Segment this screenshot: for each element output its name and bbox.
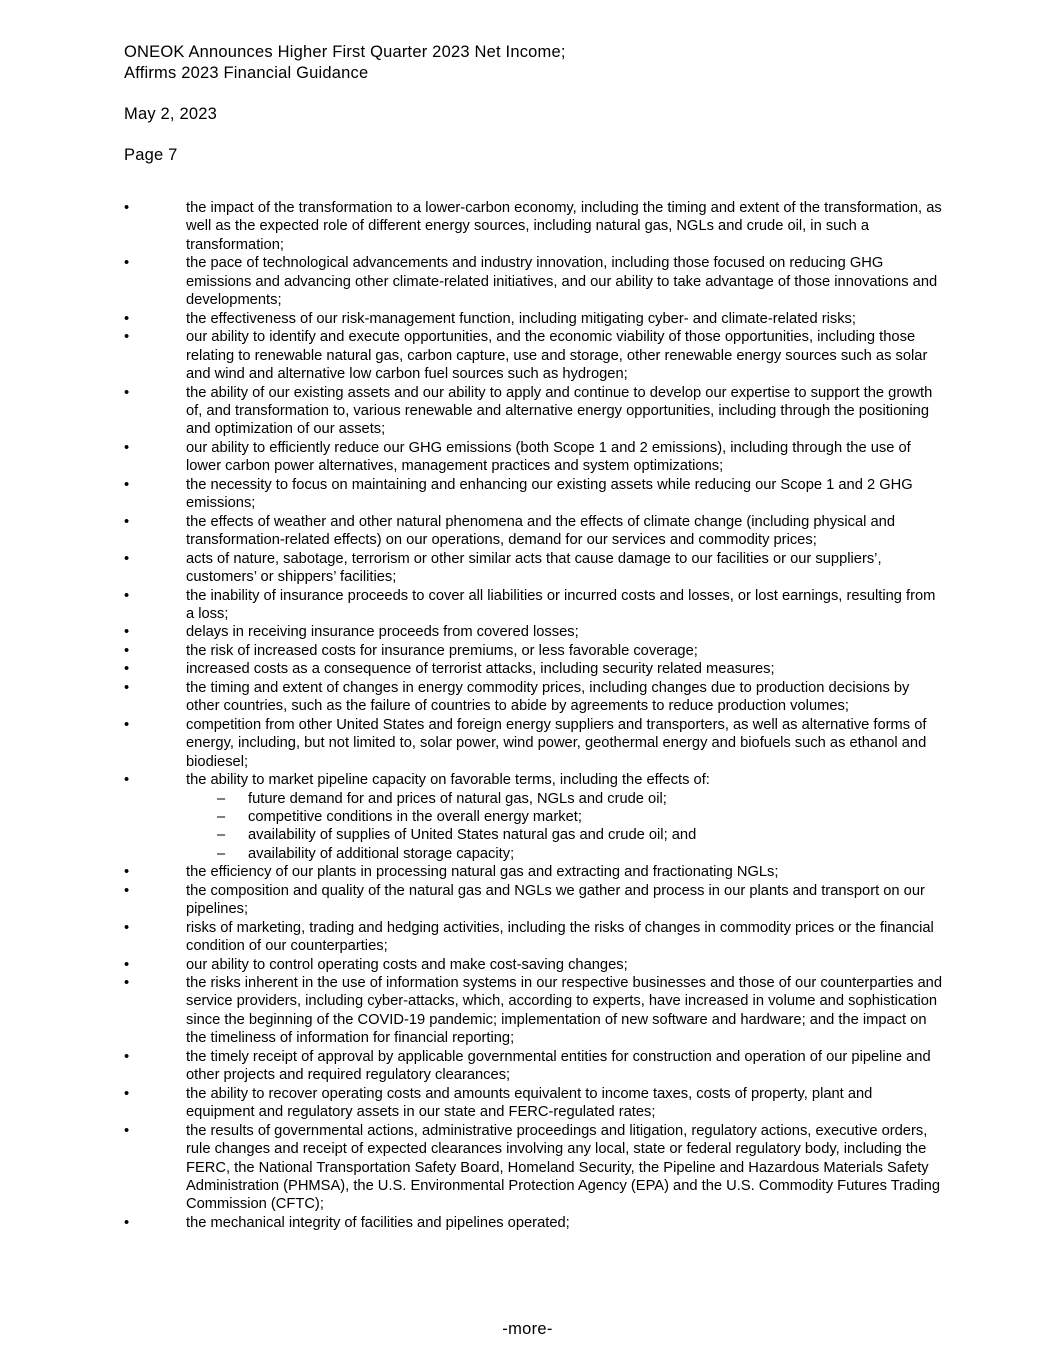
list-item-text: the composition and quality of the natural gas and NGLs we gather and process in our plants and transport on our pipelines;	[186, 882, 925, 918]
list-item-text: the timing and extent of changes in energy commodity prices, including changes due to production decisions by other countries, such as the failure of countries to abide by agreements to reduce production volumes;	[186, 679, 910, 715]
bullet-icon: •	[124, 956, 130, 973]
bullet-icon: •	[124, 255, 130, 272]
list-item-text: the mechanical integrity of facilities and pipelines operated;	[186, 1214, 570, 1231]
list-item-text: the effectiveness of our risk-management function, including mitigating cyber- and climate-related risks;	[186, 310, 856, 327]
sub-list-item	[186, 826, 944, 844]
list-item-text: the necessity to focus on maintaining and enhancing our existing assets while reducing our Scope 1 and 2 GHG emissions;	[186, 476, 913, 512]
bullet-icon: •	[124, 624, 130, 641]
list-item	[124, 1122, 944, 1214]
list-item	[124, 716, 944, 771]
list-item-text: the timely receipt of approval by applicable governmental entities for construction and operation of our pipeline and other projects and required regulatory clearances;	[186, 1048, 931, 1084]
sub-list-item-text: competitive conditions in the overall energy market;	[248, 808, 582, 825]
bullet-icon: •	[124, 1122, 130, 1139]
bullet-icon: •	[124, 975, 130, 992]
list-item	[124, 384, 944, 439]
title-line-2: Affirms 2023 Financial Guidance	[124, 64, 369, 82]
list-item-text: the risks inherent in the use of information systems in our respective businesses and those of our counterparties and service providers, including cyber-attacks, which, according to experts, have increased in volume and sophistication since the beginning of the COVID-19 pandemic; implementation of new software and hardware; and the impact on the timeliness of information for financial reporting;	[186, 975, 942, 1047]
bullet-icon: •	[124, 439, 130, 456]
bullet-icon: •	[124, 882, 130, 899]
list-item	[124, 1085, 944, 1122]
list-item-text: increased costs as a consequence of terrorist attacks, including security related measures;	[186, 661, 775, 678]
list-item	[124, 771, 944, 863]
list-item	[124, 623, 944, 641]
bullet-icon: •	[124, 772, 130, 789]
bullet-icon: •	[124, 1214, 130, 1231]
list-item-text: our ability to efficiently reduce our GHG emissions (both Scope 1 and 2 emissions), including through the use of lower carbon power alternatives, management practices and system optimizations;	[186, 439, 911, 475]
bullet-icon: •	[124, 716, 130, 733]
list-item	[124, 660, 944, 678]
list-item-text: acts of nature, sabotage, terrorism or other similar acts that cause damage to our facilities or our suppliers’, customers’ or shippers’ facilities;	[186, 550, 882, 586]
list-item	[124, 642, 944, 660]
list-item-text: the impact of the transformation to a lower-carbon economy, including the timing and extent of the transformation, as well as the expected role of different energy sources, including natural gas, NGLs and crude oil, in such a transformation;	[186, 200, 942, 253]
list-item	[124, 439, 944, 476]
bullet-icon: •	[124, 642, 130, 659]
bullet-icon: •	[124, 329, 130, 346]
list-item	[124, 328, 944, 383]
list-item-text: the inability of insurance proceeds to cover all liabilities or incurred costs and losses, or lost earnings, resulting from a loss;	[186, 587, 936, 622]
list-item	[124, 1214, 944, 1232]
list-item	[124, 199, 944, 254]
sub-list-item	[186, 808, 944, 826]
bullet-icon: •	[124, 587, 130, 604]
list-item-text: competition from other United States and foreign energy suppliers and transporters, as well as alternative forms of energy, including, but not limited to, solar power, wind power, geothermal energy and biofuels such as ethanol and biodiesel;	[186, 716, 927, 770]
list-item	[124, 550, 944, 587]
list-item-text: the results of governmental actions, administrative proceedings and litigation, regulatory actions, executive orders, rule changes and receipt of expected clearances involving any local, state or federal regulatory body, including the FERC, the National Transportation Safety Board, Homeland Security, the Pipeline and Hazardous Materials Safety Administration (PHMSA), the U.S. Environmental Protection Agency (EPA) and the U.S. Commodity Futures Trading Commission (CFTC);	[186, 1122, 940, 1213]
dash-icon: –	[217, 845, 226, 862]
list-item	[124, 513, 944, 550]
list-item	[124, 587, 944, 624]
bullet-icon: •	[124, 513, 130, 530]
list-item-text: risks of marketing, trading and hedging activities, including the risks of changes in commodity prices or the financial condition of our counterparties;	[186, 919, 934, 955]
page-title	[124, 42, 566, 84]
list-item-text: the effects of weather and other natural phenomena and the effects of climate change (including physical and transformation-related effects) on our operations, demand for our services and commodity prices;	[186, 513, 896, 549]
dash-icon: –	[217, 827, 226, 844]
list-item-text: the risk of increased costs for insurance premiums, or less favorable coverage;	[186, 642, 698, 659]
sub-list-item-text: availability of supplies of United States natural gas and crude oil; and	[248, 827, 697, 844]
list-item-text: our ability to identify and execute opportunities, and the economic viability of those opportunities, including those relating to renewable natural gas, carbon capture, use and storage, other renewable energy sources such as solar and wind and alternative low carbon fuel sources such as hydrogen;	[186, 329, 928, 383]
list-item-text: the ability of our existing assets and our ability to apply and continue to develop our expertise to support the growth of, and transformation to, various renewable and alternative energy opportunities, including through the positioning and optimization of our assets;	[186, 384, 933, 438]
list-item	[124, 476, 944, 513]
bullet-icon: •	[124, 919, 130, 936]
list-item	[124, 956, 944, 974]
dash-icon: –	[217, 790, 226, 807]
sub-list-item-text: availability of additional storage capacity;	[248, 845, 515, 862]
title-line-1: ONEOK Announces Higher First Quarter 2023 Net Income;	[124, 43, 566, 61]
list-item	[124, 863, 944, 881]
list-item	[124, 310, 944, 328]
bullet-icon: •	[124, 550, 130, 567]
bullet-icon: •	[124, 310, 130, 327]
bullet-icon: •	[124, 864, 130, 881]
sub-list-item-text: future demand for and prices of natural gas, NGLs and crude oil;	[248, 790, 667, 807]
risk-factor-list	[124, 199, 944, 1232]
bullet-icon: •	[124, 476, 130, 493]
sub-list-item	[186, 845, 944, 863]
bullet-icon: •	[124, 200, 130, 216]
list-item	[124, 919, 944, 956]
dash-icon: –	[217, 808, 226, 825]
list-item-text: delays in receiving insurance proceeds from covered losses;	[186, 624, 579, 641]
list-item-text: the pace of technological advancements and industry innovation, including those focused on reducing GHG emissions and advancing other climate-related initiatives, and our ability to take advantage of those innovations and developments;	[186, 255, 938, 309]
list-item-text: our ability to control operating costs and make cost-saving changes;	[186, 956, 628, 973]
bullet-icon: •	[124, 384, 130, 401]
continuation-marker: -more-	[502, 1320, 553, 1338]
page-number: Page 7	[124, 146, 178, 164]
bullet-icon: •	[124, 679, 130, 696]
list-item-text: the ability to recover operating costs and amounts equivalent to income taxes, costs of property, plant and equipment and regulatory assets in our state and FERC-regulated rates;	[186, 1085, 873, 1121]
list-item	[124, 974, 944, 1048]
sub-list-item	[186, 790, 944, 808]
bullet-icon: •	[124, 1048, 130, 1065]
sub-list	[186, 790, 944, 864]
release-date: May 2, 2023	[124, 105, 218, 123]
list-item-text: the efficiency of our plants in processing natural gas and extracting and fractionating NGLs;	[186, 864, 779, 881]
bullet-icon: •	[124, 661, 130, 678]
list-item-text: the ability to market pipeline capacity on favorable terms, including the effects of:	[186, 772, 710, 789]
list-item	[124, 882, 944, 919]
list-item	[124, 1048, 944, 1085]
list-item	[124, 679, 944, 716]
bullet-icon: •	[124, 1085, 130, 1102]
list-item	[124, 254, 944, 309]
